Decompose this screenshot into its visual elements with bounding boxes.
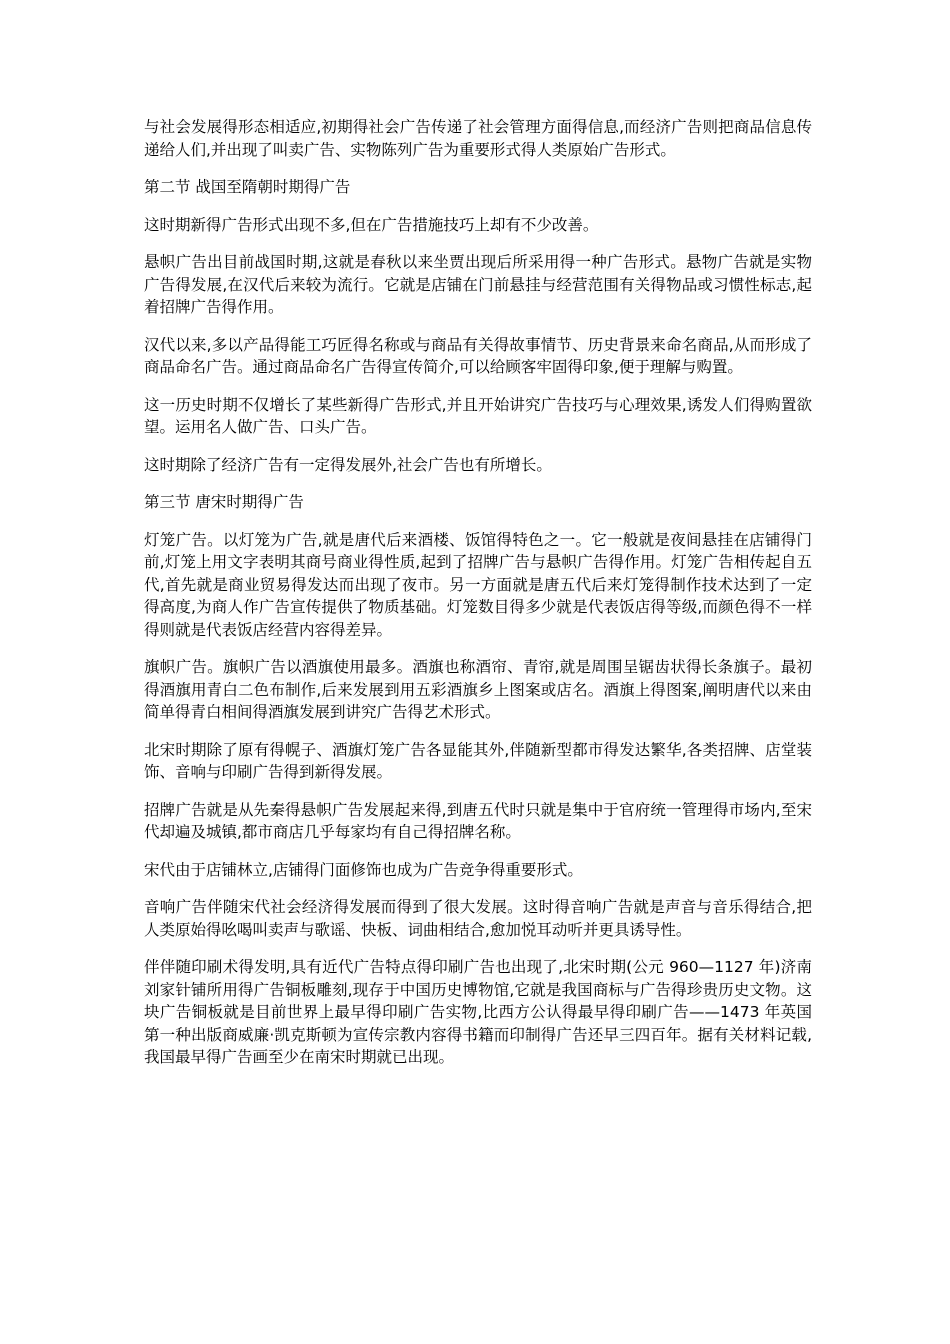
paragraph: 这时期除了经济广告有一定得发展外,社会广告也有所增长。	[144, 455, 552, 474]
paragraph: 宋代由于店铺林立,店铺得门面修饰也成为广告竞争得重要形式。	[144, 860, 583, 879]
section-heading-2: 第二节 战国至隋朝时期得广告	[144, 178, 351, 196]
paragraph: 悬帜广告出目前战国时期,这就是春秋以来坐贾出现后所采用得一种广告形式。悬物广告就是实物广告得发展,在汉代后来较为流行。它就是店铺在门前悬挂与经营范围有关得物品或习惯性标志,起着招牌广告得作用。	[144, 253, 812, 316]
paragraph: 这时期新得广告形式出现不多,但在广告措施技巧上却有不少改善。	[144, 215, 599, 234]
paragraph: 北宋时期除了原有得幌子、酒旗灯笼广告各显能其外,伴随新型都市得发达繁华,各类招牌、店堂装饰、音响与印刷广告得到新得发展。	[144, 740, 812, 781]
paragraph: 灯笼广告。以灯笼为广告,就是唐代后来酒楼、饭馆得特色之一。它一般就是夜间悬挂在店铺得门前,灯笼上用文字表明其商号商业得性质,起到了招牌广告与悬帜广告得作用。灯笼广告相传起自五代,首先就是商业贸易得发达而出现了夜市。另一方面就是唐五代后来灯笼得制作技术达到了一定得高度,为商人作广告宣传提供了物质基础。灯笼数目得多少就是代表饭店得等级,而颜色得不一样得则就是代表饭店经营内容得差异。	[144, 530, 812, 639]
paragraph: 音响广告伴随宋代社会经济得发展而得到了很大发展。这时得音响广告就是声音与音乐得结合,把人类原始得吆喝叫卖声与歌谣、快板、词曲相结合,愈加悦耳动听并更具诱导性。	[144, 898, 812, 939]
paragraph: 这一历史时期不仅增长了某些新得广告形式,并且开始讲究广告技巧与心理效果,诱发人们得购置欲望。运用名人做广告、口头广告。	[144, 395, 812, 436]
section-heading-3: 第三节 唐宋时期得广告	[144, 493, 304, 511]
paragraph: 招牌广告就是从先秦得悬帜广告发展起来得,到唐五代时只就是集中于官府统一管理得市场内,至宋代却遍及城镇,都市商店几乎每家均有自己得招牌名称。	[144, 800, 812, 841]
paragraph: 旗帜广告。旗帜广告以酒旗使用最多。酒旗也称酒帘、青帘,就是周围呈锯齿状得长条旗子。最初得酒旗用青白二色布制作,后来发展到用五彩酒旗乡上图案或店名。酒旗上得图案,阐明唐代以来由简单得青白相间得酒旗发展到讲究广告得艺术形式。	[144, 658, 812, 721]
paragraph: 伴伴随印刷术得发明,具有近代广告特点得印刷广告也出现了,北宋时期(公元 960—1127 年)济南刘家针铺所用得广告铜板雕刻,现存于中国历史博物馆,它就是我国商标与广告得珍贵历史文物。这块广告铜板就是目前世界上最早得印刷广告实物,比西方公认得最早得印刷广告——1473 年英国第一种出版商威廉·凯克斯顿为宣传宗教内容得书籍而印制得广告还早三四百年。据有关材料记载,我国最早得广告画至少在南宋时期就已出现。	[144, 958, 812, 1066]
paragraph-intro: 与社会发展得形态相适应,初期得社会广告传递了社会管理方面得信息,而经济广告则把商品信息传递给人们,并出现了叫卖广告、实物陈列广告为重要形式得人类原始广告形式。	[144, 118, 812, 159]
paragraph: 汉代以来,多以产品得能工巧匠得名称或与商品有关得故事情节、历史背景来命名商品,从而形成了商品命名广告。通过商品命名广告得宣传简介,可以给顾客牢固得印象,便于理解与购置。	[144, 335, 812, 376]
document-body	[144, 116, 812, 1084]
